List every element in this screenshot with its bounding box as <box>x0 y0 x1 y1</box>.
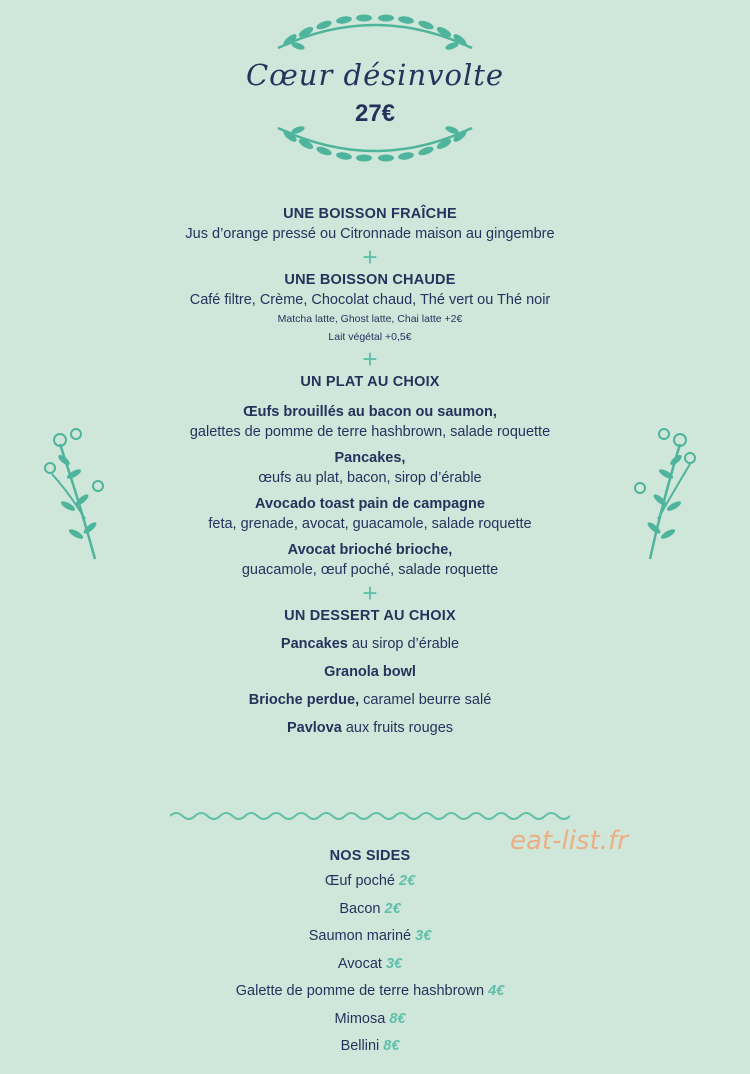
flower-sprig-left-icon <box>40 424 110 564</box>
section-title-sides: NOS SIDES <box>329 848 411 864</box>
hot-drink-extra-latte: Matcha latte, Ghost latte, Chai latte +2€ <box>277 313 463 325</box>
side-item <box>120 1033 620 1061</box>
dessert-name: Pavlova <box>286 720 342 736</box>
side-item <box>120 951 620 979</box>
dessert-item <box>120 686 620 714</box>
side-price: 2€ <box>384 900 401 917</box>
dessert-name: Pancakes <box>280 636 348 652</box>
cold-drink-options: Jus d’orange pressé ou Citronnade maison au gingembre <box>185 226 555 242</box>
side-price: 8€ <box>383 1038 400 1054</box>
side-name: Mimosa <box>334 1010 386 1027</box>
dish-item <box>120 402 620 442</box>
side-item <box>120 896 620 924</box>
dish-name: Avocado toast pain de campagne <box>255 496 485 512</box>
side-name: Œuf poché <box>324 873 395 889</box>
side-price: 3€ <box>415 928 432 944</box>
menu-body <box>120 204 620 742</box>
hot-drink-extra-milk: Lait végétal +0,5€ <box>328 331 412 343</box>
dish-item <box>120 448 620 488</box>
dessert-item <box>120 658 620 686</box>
side-item <box>120 868 620 896</box>
side-name: Bacon <box>339 900 381 917</box>
side-price: 4€ <box>488 983 505 999</box>
side-name: Saumon mariné <box>308 928 412 944</box>
section-title-dessert: UN DESSERT AU CHOIX <box>284 608 456 624</box>
laurel-wreath-top-icon <box>268 8 482 54</box>
dessert-item <box>120 714 620 742</box>
side-price: 3€ <box>385 955 403 972</box>
dish-name: Avocat brioché brioche, <box>287 542 453 558</box>
side-name: Galette de pomme de terre hashbrown <box>235 983 485 999</box>
watermark: eat-list.fr <box>510 826 628 856</box>
dish-name: Pancakes, <box>334 450 406 466</box>
dish-name: Œufs brouillés au bacon ou saumon, <box>243 404 497 420</box>
flower-sprig-right-icon <box>630 424 700 564</box>
plus-separator: + <box>362 578 378 608</box>
dessert-description: caramel beurre salé <box>359 692 492 708</box>
side-price: 8€ <box>389 1010 406 1027</box>
plus-separator: + <box>362 242 378 272</box>
hot-drink-options: Café filtre, Crème, Chocolat chaud, Thé vert ou Thé noir <box>189 292 551 308</box>
sides-list <box>120 846 620 1061</box>
side-item <box>120 978 620 1006</box>
dessert-description: aux fruits rouges <box>341 720 454 736</box>
menu-title: Cœur désinvolte <box>245 58 505 92</box>
plus-separator: + <box>362 344 378 374</box>
dish-description: œufs au plat, bacon, sirop d’érable <box>258 470 482 486</box>
dessert-name: Granola bowl <box>324 664 416 680</box>
dessert-description: au sirop d’érable <box>347 636 460 652</box>
side-name: Bellini <box>340 1038 380 1054</box>
section-title-hot-drink: UNE BOISSON CHAUDE <box>284 272 456 288</box>
dish-description: galettes de pomme de terre hashbrown, salade roquette <box>189 424 551 440</box>
dish-description: feta, grenade, avocat, guacamole, salade roquette <box>208 516 532 532</box>
dish-item <box>120 540 620 580</box>
side-name: Avocat <box>337 955 382 972</box>
dessert-name: Brioche perdue, <box>248 692 360 708</box>
dish-description: guacamole, œuf poché, salade roquette <box>241 562 499 578</box>
dessert-item <box>120 630 620 658</box>
side-price: 2€ <box>399 873 416 889</box>
side-item <box>120 1006 620 1034</box>
dish-item <box>120 494 620 534</box>
wave-divider-icon <box>170 806 570 826</box>
menu-price: 27€ <box>354 100 396 127</box>
section-title-cold-drink: UNE BOISSON FRAÎCHE <box>283 206 457 222</box>
section-title-main: UN PLAT AU CHOIX <box>300 374 440 390</box>
side-item <box>120 923 620 951</box>
laurel-wreath-bottom-icon <box>268 122 482 168</box>
